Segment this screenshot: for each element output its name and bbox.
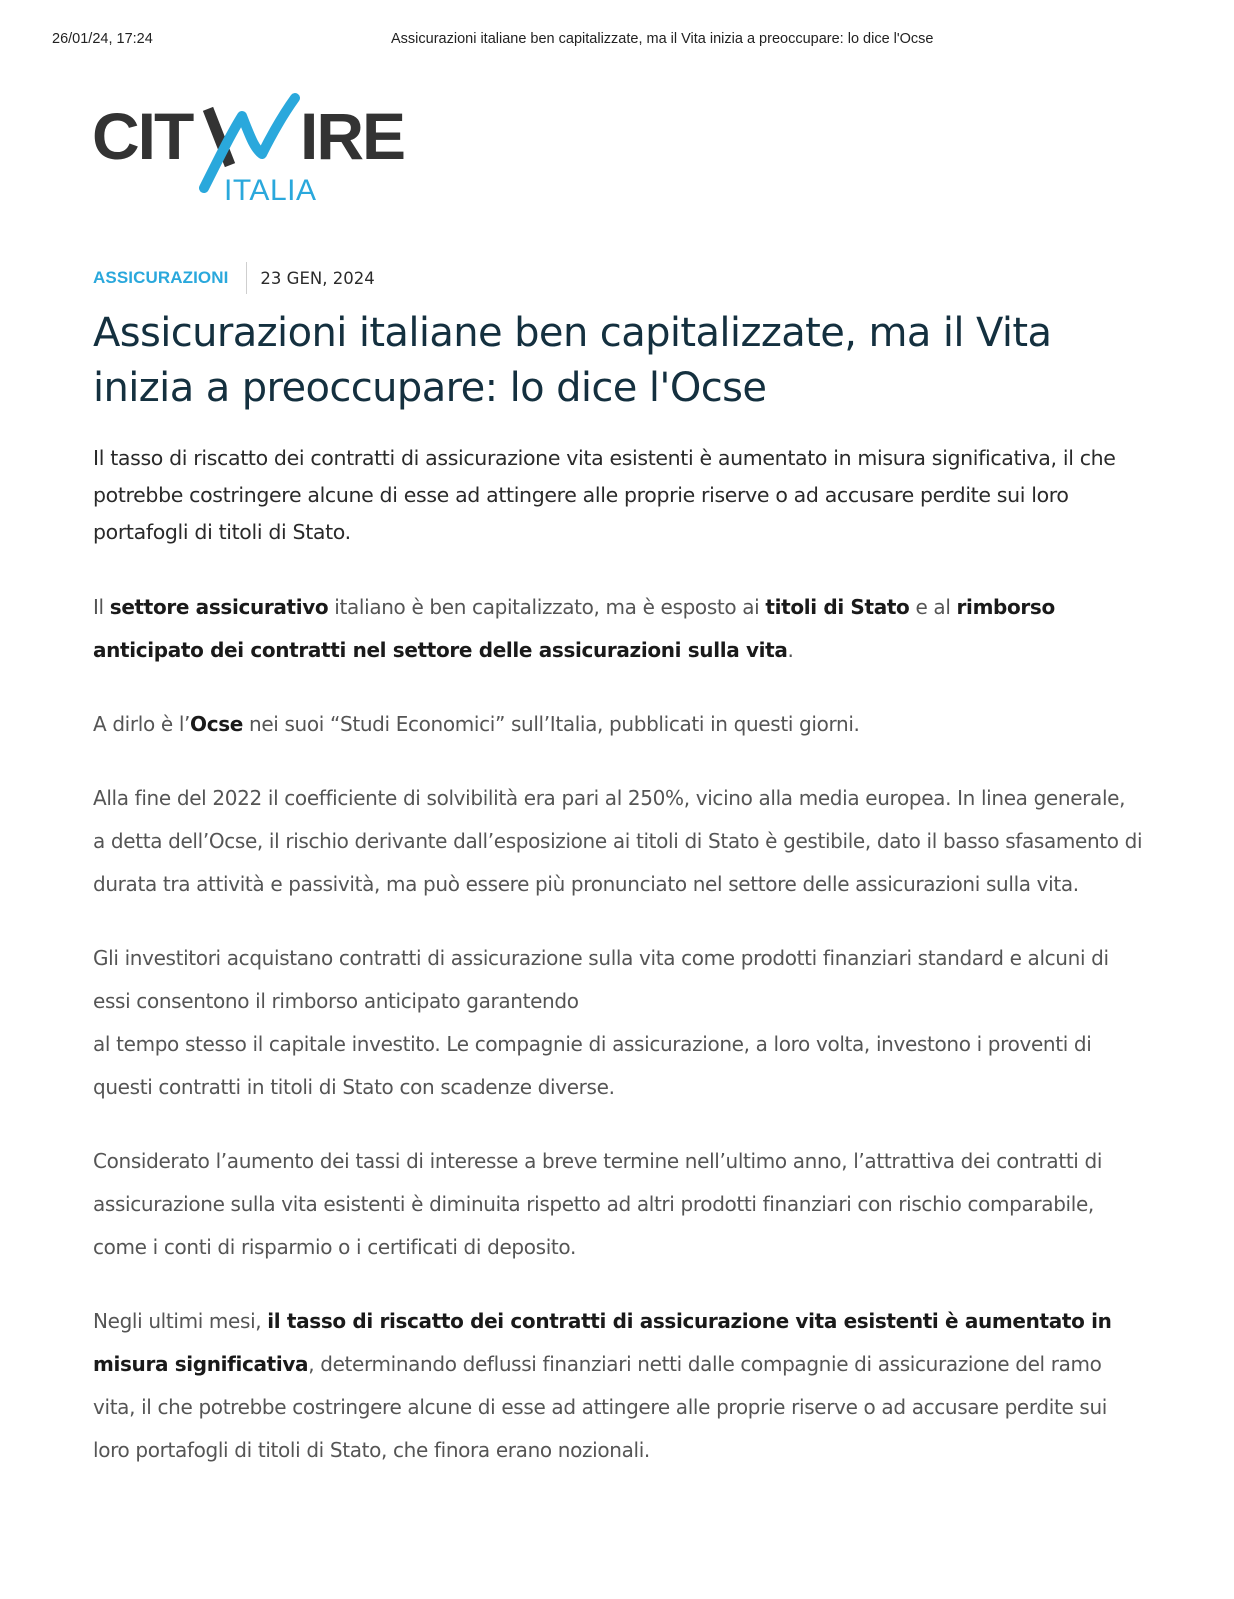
p1-text-1: Il <box>93 595 110 619</box>
paragraph-6 <box>93 1300 1143 1472</box>
p6-text-1: Negli ultimi mesi, <box>93 1309 268 1333</box>
p4-line-2: al tempo stesso il capitale investito. Le compagnie di assicurazione, a loro volta, investono i proventi di questi contratti in titoli di Stato con scadenze diverse. <box>93 1032 1092 1099</box>
print-header <box>52 31 1182 51</box>
p6-text-2: , determinando deflussi finanziari netti dalle compagnie di assicurazione del ramo vita, il che potrebbe costringere alcune di esse ad attingere alle proprie riserve o ad accusare perdite sui loro portafogli di titoli di Stato, che finora erano nozionali. <box>93 1352 1108 1462</box>
p2-text-2: nei suoi “Studi Economici” sull’Italia, pubblicati in questi giorni. <box>242 712 860 736</box>
p2-text-1: A dirlo è l’ <box>93 712 191 736</box>
p1-text-2: italiano è ben capitalizzato, ma è esposto ai <box>328 595 766 619</box>
p1-bold-1: settore assicurativo <box>109 595 329 619</box>
paragraph-3: Alla fine del 2022 il coefficiente di solvibilità era pari al 250%, vicino alla media europea. In linea generale, a detta dell’Ocse, il rischio derivante dall’esposizione ai titoli di Stato è gestibile, dato il basso sfasamento di durata tra attività e passività, ma può essere più pronunciato nel settore delle assicurazioni sulla vita. <box>93 786 1143 896</box>
logo-word-city-part-2: IRE <box>300 99 405 173</box>
p6-bold-1: il tasso di riscatto dei contratti di assicurazione vita esistenti è aumentato in misura significativa <box>93 1309 1112 1376</box>
p1-text-3: e al <box>909 595 957 619</box>
paragraph-4 <box>93 937 1143 1109</box>
article-date: 23 GEN, 2024 <box>260 268 375 288</box>
citywire-italia-logo[interactable] <box>92 92 405 210</box>
article-body <box>93 586 1143 1503</box>
logo-word-italia: ITALIA <box>224 174 317 207</box>
article-subtitle: Il tasso di riscatto dei contratti di assicurazione vita esistenti è aumentato in misura significativa, il che potrebbe costringere alcune di esse ad attingere alle proprie riserve o ad accusare perdite sui loro portafogli di titoli di Stato. <box>93 446 1116 544</box>
category-link[interactable]: ASSICURAZIONI <box>93 268 229 287</box>
p2-bold-1: Ocse <box>190 712 243 736</box>
print-page-title: Assicurazioni italiane ben capitalizzate, ma il Vita inizia a preoccupare: lo dice l'Ocse <box>391 31 934 47</box>
p4-line-1: Gli investitori acquistano contratti di assicurazione sulla vita come prodotti finanziari standard e alcuni di essi consentono il rimborso anticipato garantendo <box>93 946 1109 1013</box>
print-datetime: 26/01/24, 17:24 <box>52 31 153 47</box>
logo-graphic <box>92 92 405 210</box>
article-meta <box>93 262 375 294</box>
p1-text-4: . <box>787 638 794 662</box>
p1-bold-3: rimborso anticipato dei contratti nel settore delle assicurazioni sulla vita <box>93 595 1055 662</box>
p1-bold-2: titoli di Stato <box>765 595 910 619</box>
logo-word-city-part-1: CIT <box>92 99 193 173</box>
paragraph-1 <box>93 586 1143 672</box>
paragraph-2 <box>93 703 1143 746</box>
paragraph-5: Considerato l’aumento dei tassi di interesse a breve termine nell’ultimo anno, l’attrattiva dei contratti di assicurazione sulla vita esistenti è diminuita rispetto ad altri prodotti finanziari con rischio comparabile, come i conti di risparmio o i certificati di deposito. <box>93 1149 1103 1259</box>
meta-divider <box>246 262 247 294</box>
article-title: Assicurazioni italiane ben capitalizzate, ma il Vita inizia a preoccupare: lo dice l'Ocse <box>93 310 1052 411</box>
